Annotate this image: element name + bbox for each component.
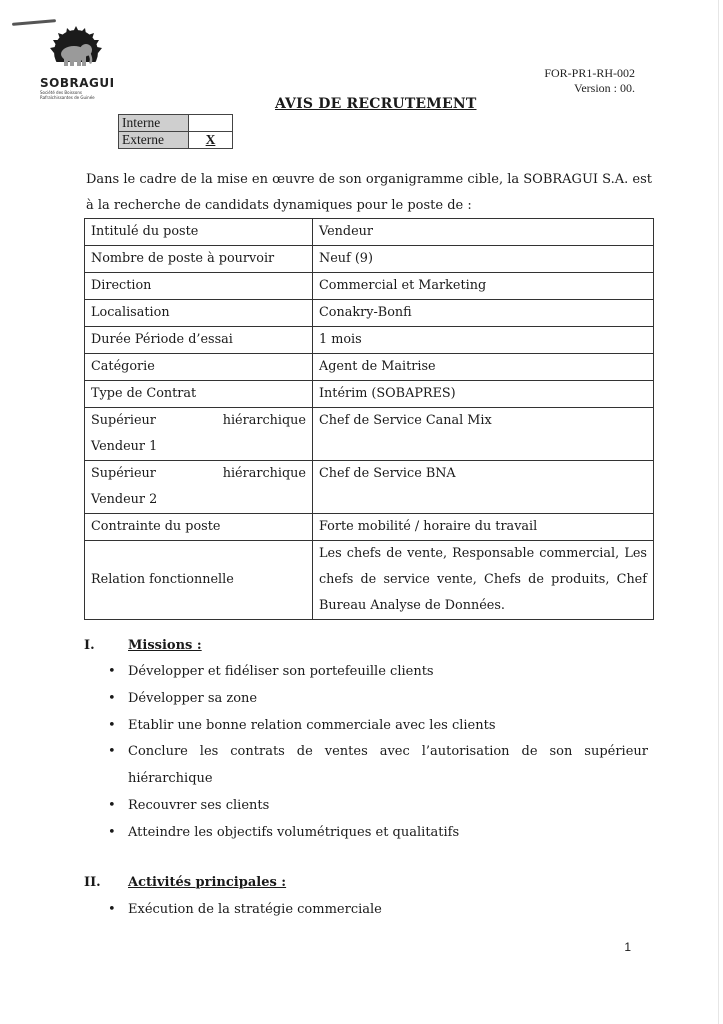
table-row (85, 408, 654, 461)
field-value: Vendeur (313, 219, 654, 246)
list-item: • Développer sa zone (108, 686, 648, 713)
section-number: I. (84, 638, 95, 653)
field-label-part: Vendeur 2 (91, 492, 158, 507)
field-value: Chef de Service BNA (313, 461, 654, 514)
table-row (85, 461, 654, 514)
table-row (85, 514, 654, 541)
field-label: Contrainte du poste (85, 514, 313, 541)
company-logo-name: SOBRAGUI (40, 76, 115, 90)
field-label-part: Vendeur 1 (91, 439, 158, 454)
field-value: Intérim (SOBAPRES) (313, 381, 654, 408)
field-label: Direction (85, 273, 313, 300)
table-row (85, 354, 654, 381)
list-item: • Etablir une bonne relation commerciale avec les clients (108, 713, 648, 740)
list-item: • Exécution de la stratégie commerciale (108, 897, 648, 924)
field-value: Conakry-Bonfi (313, 300, 654, 327)
field-label-part: hiérarchique (222, 466, 306, 481)
table-row (85, 273, 654, 300)
table-row (85, 219, 654, 246)
section-title: Activités principales : (128, 875, 287, 890)
list-item: • Recouvrer ses clients (108, 793, 648, 820)
field-label: Nombre de poste à pourvoir (85, 246, 313, 273)
field-label-line (91, 408, 306, 434)
company-tagline: Société des Boissons Rafraîchissantes de Guinée (40, 90, 95, 100)
field-label: Durée Période d’essai (85, 327, 313, 354)
table-row (85, 246, 654, 273)
missions-list (108, 659, 648, 847)
list-item: • Atteindre les objectifs volumétriques et qualitatifs (108, 820, 648, 847)
job-details-table (84, 218, 654, 620)
table-row (85, 327, 654, 354)
recruitment-type-row (119, 132, 233, 149)
list-item: • Développer et fidéliser son portefeuille clients (108, 659, 648, 686)
field-label: Intitulé du poste (85, 219, 313, 246)
recruitment-type-mark (189, 115, 233, 132)
intro-paragraph: Dans le cadre de la mise en œuvre de son organigramme cible, la SOBRAGUI S.A. est à la recherche de candidats dynamiques pour le poste de : (86, 172, 652, 213)
field-label (85, 461, 313, 514)
field-value: 1 mois (313, 327, 654, 354)
list-item: • Conclure les contrats de ventes avec l’autorisation de son supérieur hiérarchique (108, 739, 648, 793)
recruitment-type-row (119, 115, 233, 132)
field-label-part: Supérieur (91, 466, 156, 481)
table-row (85, 541, 654, 620)
scan-edge (718, 0, 719, 1024)
field-label (85, 408, 313, 461)
pen-mark (12, 19, 56, 26)
field-value: Chef de Service Canal Mix (313, 408, 654, 461)
recruitment-type-table (118, 114, 233, 149)
field-value: Neuf (9) (313, 246, 654, 273)
doc-version: Version : 00. (574, 81, 635, 95)
field-label-line (91, 461, 306, 487)
page-number: 1 (624, 940, 631, 954)
page-title: AVIS DE RECRUTEMENT (275, 96, 477, 112)
field-label-part: hiérarchique (222, 413, 306, 428)
table-row (85, 300, 654, 327)
table-row (85, 381, 654, 408)
doc-ref-code: FOR-PR1-RH-002 (544, 66, 635, 80)
field-label: Localisation (85, 300, 313, 327)
section-number: II. (84, 875, 101, 890)
field-label: Relation fonctionnelle (85, 541, 313, 620)
field-label: Catégorie (85, 354, 313, 381)
field-value: Forte mobilité / horaire du travail (313, 514, 654, 541)
recruitment-type-label: Externe (119, 132, 189, 149)
field-value: Agent de Maitrise (313, 354, 654, 381)
activities-list (108, 897, 648, 924)
field-label: Type de Contrat (85, 381, 313, 408)
field-label-part: Supérieur (91, 413, 156, 428)
document-reference (544, 66, 635, 96)
field-value: Commercial et Marketing (313, 273, 654, 300)
recruitment-type-mark: X (189, 132, 233, 149)
field-value: Les chefs de vente, Responsable commercial, Les chefs de service vente, Chefs de produits, Chef Bureau Analyse de Données. (313, 541, 654, 620)
section-title: Missions : (128, 638, 202, 653)
recruitment-type-label: Interne (119, 115, 189, 132)
